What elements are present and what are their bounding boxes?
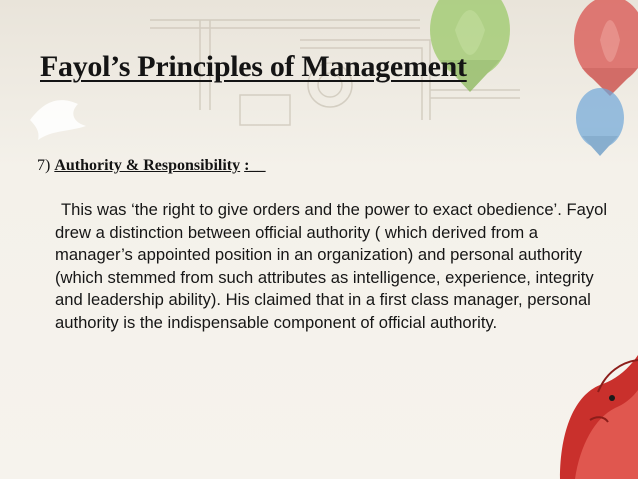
dragon-illustration <box>560 355 638 479</box>
bird-sketch <box>30 100 86 140</box>
section-heading <box>37 157 265 175</box>
slide-title: Fayol’s Principles of Management <box>40 50 467 83</box>
body-paragraph: This was ‘the right to give orders and the power to exact obedience’. Fayol drew a distinction between official authority ( which derived from a manager’s appointed position in an organization) and personal authority (which stemmed from such attributes as intelligence, experience, integrity and leadership ability). His claimed that in a first class manager, personal authority is the indispensable component of official authority. <box>55 200 608 332</box>
balloon-blue <box>576 88 624 156</box>
section-label: Authority & Responsibility <box>54 157 241 174</box>
section-suffix: :__ <box>244 157 266 174</box>
section-number: 7) <box>37 157 51 174</box>
